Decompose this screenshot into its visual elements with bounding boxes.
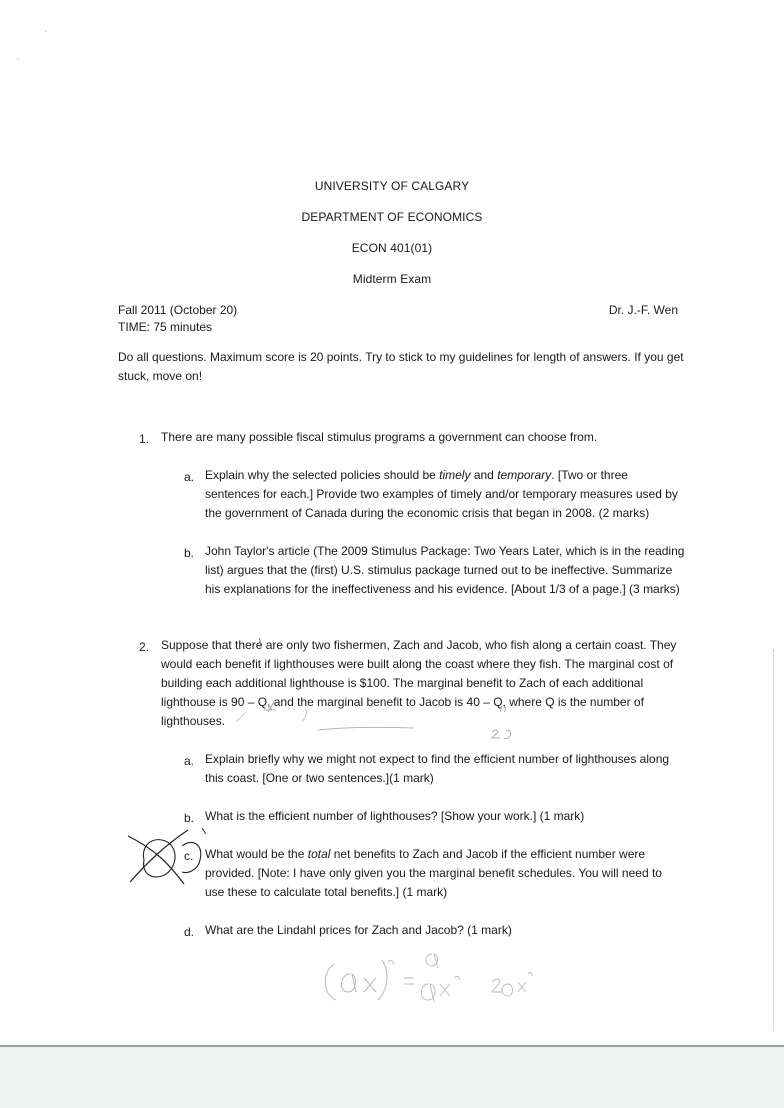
part-label: a.: [184, 470, 195, 484]
part-label: b.: [184, 546, 195, 560]
question-number: 2.: [139, 640, 150, 654]
department-name: DEPARTMENT OF ECONOMICS: [301, 210, 483, 224]
question-number: 1.: [139, 432, 150, 446]
circle-scribble: [122, 826, 212, 892]
question-part-text: Explain why the selected policies should be timely and temporary. [Two or three sentences for each.] Provide two examples of timely and/or temporary measures used by the government of Canada during the economic crisis that began in 2008. (2 marks): [205, 468, 678, 520]
pencil-marks: [196, 636, 526, 746]
course-code: ECON 401(01): [351, 241, 433, 255]
question-part-text: What are the Lindahl prices for Zach and Jacob? (1 mark): [205, 923, 512, 937]
exam-title: Midterm Exam: [352, 272, 432, 286]
part-label: c.: [184, 849, 194, 863]
scan-speck: -: [44, 26, 48, 37]
question-part-text: What would be the total net benefits to Zach and Jacob if the efficient number were provided. [Note: I have only given you the marginal benefit schedules. You will need to use these to calculate total benefits.] (1 mark): [205, 847, 662, 899]
question-part-text: Explain briefly why we might not expect to find the efficient number of lighthouses along this coast. [One or two sentences.](1 mark): [205, 752, 670, 785]
scan-edge-line: [773, 650, 774, 1030]
exam-term: Fall 2011 (October 20): [118, 303, 238, 317]
question-part-text: John Taylor's article (The 2009 Stimulus Package: Two Years Later, which is in the reading list) argues that the (first) U.S. stimulus package turned out to be ineffective. Summarize his explanations for the ineffectiveness and his evidence. [About 1/3 of a page.] (3 marks): [205, 544, 685, 596]
exam-instructions: Do all questions. Maximum score is 20 points. Try to stick to my guidelines for length of answers. If you get stuck, move on!: [118, 350, 684, 383]
question-text: There are many possible fiscal stimulus programs a government can choose from.: [161, 430, 598, 444]
question-part-text: What is the efficient number of lighthouses? [Show your work.] (1 mark): [205, 809, 585, 823]
part-label: a.: [184, 754, 195, 768]
instructor-name: Dr. J.-F. Wen: [608, 303, 678, 317]
handwritten-formula: [316, 944, 556, 1014]
university-name: UNIVERSITY OF CALGARY: [314, 179, 470, 193]
part-label: d.: [184, 925, 195, 939]
scan-speck: ': [17, 57, 19, 68]
scan-margin: [0, 1047, 784, 1108]
question-text: Suppose that there are only two fishermen, Zach and Jacob, who fish along a certain coast. They would each benefit if lighthouses were built along the coast where they fish. The marginal cost of building each additional lighthouse is $100. The marginal benefit to Zach of each additional lighthouse is 90 – Q, and the marginal benefit to Jacob is 40 – Q, where Q is the number of lighthouses.: [161, 638, 677, 728]
part-label: b.: [184, 811, 195, 825]
exam-time: TIME: 75 minutes: [118, 320, 213, 334]
